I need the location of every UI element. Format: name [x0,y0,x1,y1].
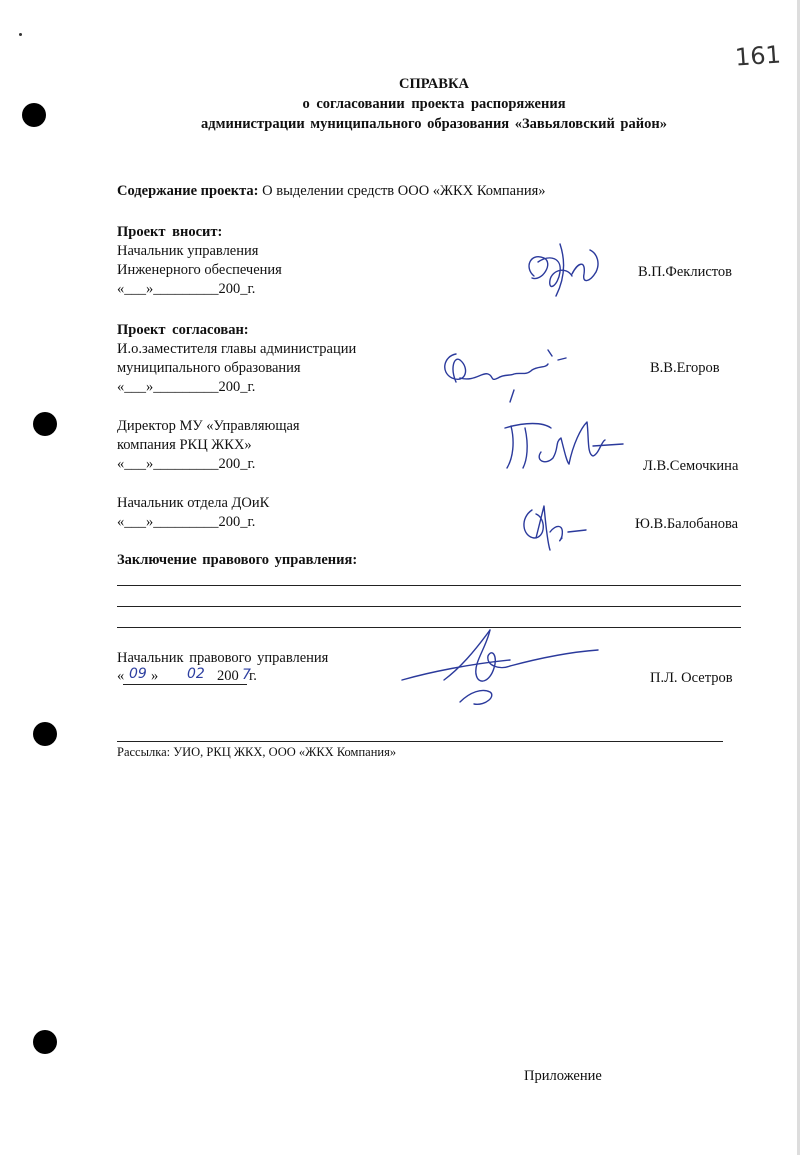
director-position: Директор МУ «Управляющая [117,418,300,434]
date-suffix: г. [249,668,257,684]
submitter-name: В.П.Феклистов [638,264,733,280]
submitter-date: «___»_________200_г. [117,281,256,297]
submitter-position: Начальник управления [117,243,259,259]
date-day-handwritten: 09 [129,666,147,682]
scan-speck [19,33,22,36]
project-content-label: Содержание проекта: [117,183,259,199]
punch-hole [33,722,57,746]
date-year-digit-handwritten: 7 [242,667,251,683]
signature-osetrov [390,622,610,712]
legal-heading: Заключение правового управления: [117,552,358,568]
attachment-label: Приложение [524,1068,602,1084]
signature-semochkina [495,398,625,478]
legal-head-position: Начальник правового управления [117,650,329,666]
approver-date: «___»_________200_г. [117,379,256,395]
director-position-line2: компания РКЦ ЖКХ» [117,437,252,453]
document-title: СПРАВКА [399,76,469,92]
submitted-heading: Проект вносит: [117,224,223,240]
approver-name: В.В.Егоров [650,360,720,376]
approved-heading: Проект согласован: [117,322,249,338]
distribution-separator [117,741,723,742]
legal-conclusion-line [117,585,741,586]
legal-head-date [117,668,267,685]
project-content [117,183,546,200]
director-name: Л.В.Семочкина [643,458,739,474]
department-head-date: «___»_________200_г. [117,514,256,530]
department-head-position: Начальник отдела ДОиК [117,495,270,511]
approver-position-line2: муниципального образования [117,360,301,376]
director-date: «___»_________200_г. [117,456,256,472]
date-year-prefix: 200 [217,668,239,684]
distribution-list: Рассылка: УИО, РКЦ ЖКХ, ООО «ЖКХ Компания» [117,745,397,759]
legal-conclusion-line [117,606,741,607]
signature-balobanova [512,492,602,562]
submitter-position-line2: Инженерного обеспечения [117,262,282,278]
date-open-quote: « [117,668,125,684]
punch-hole [33,412,57,436]
department-head-name: Ю.В.Балобанова [635,516,739,532]
page-number-handwritten: 161 [734,40,782,72]
signature-feklistov [520,232,610,302]
date-underline [123,684,247,685]
punch-hole [33,1030,57,1054]
document-subtitle: о согласовании проекта распоряжения [302,96,566,112]
document-subtitle-line2: администрации муниципального образования «Завьяловский район» [201,116,667,132]
approver-position: И.о.заместителя главы администрации [117,341,357,357]
legal-head-name: П.Л. Осетров [650,670,733,686]
date-month-handwritten: 02 [187,666,205,682]
project-content-value: О выделении средств ООО «ЖКХ Компания» [262,183,546,199]
date-close-quote: » [151,668,159,684]
